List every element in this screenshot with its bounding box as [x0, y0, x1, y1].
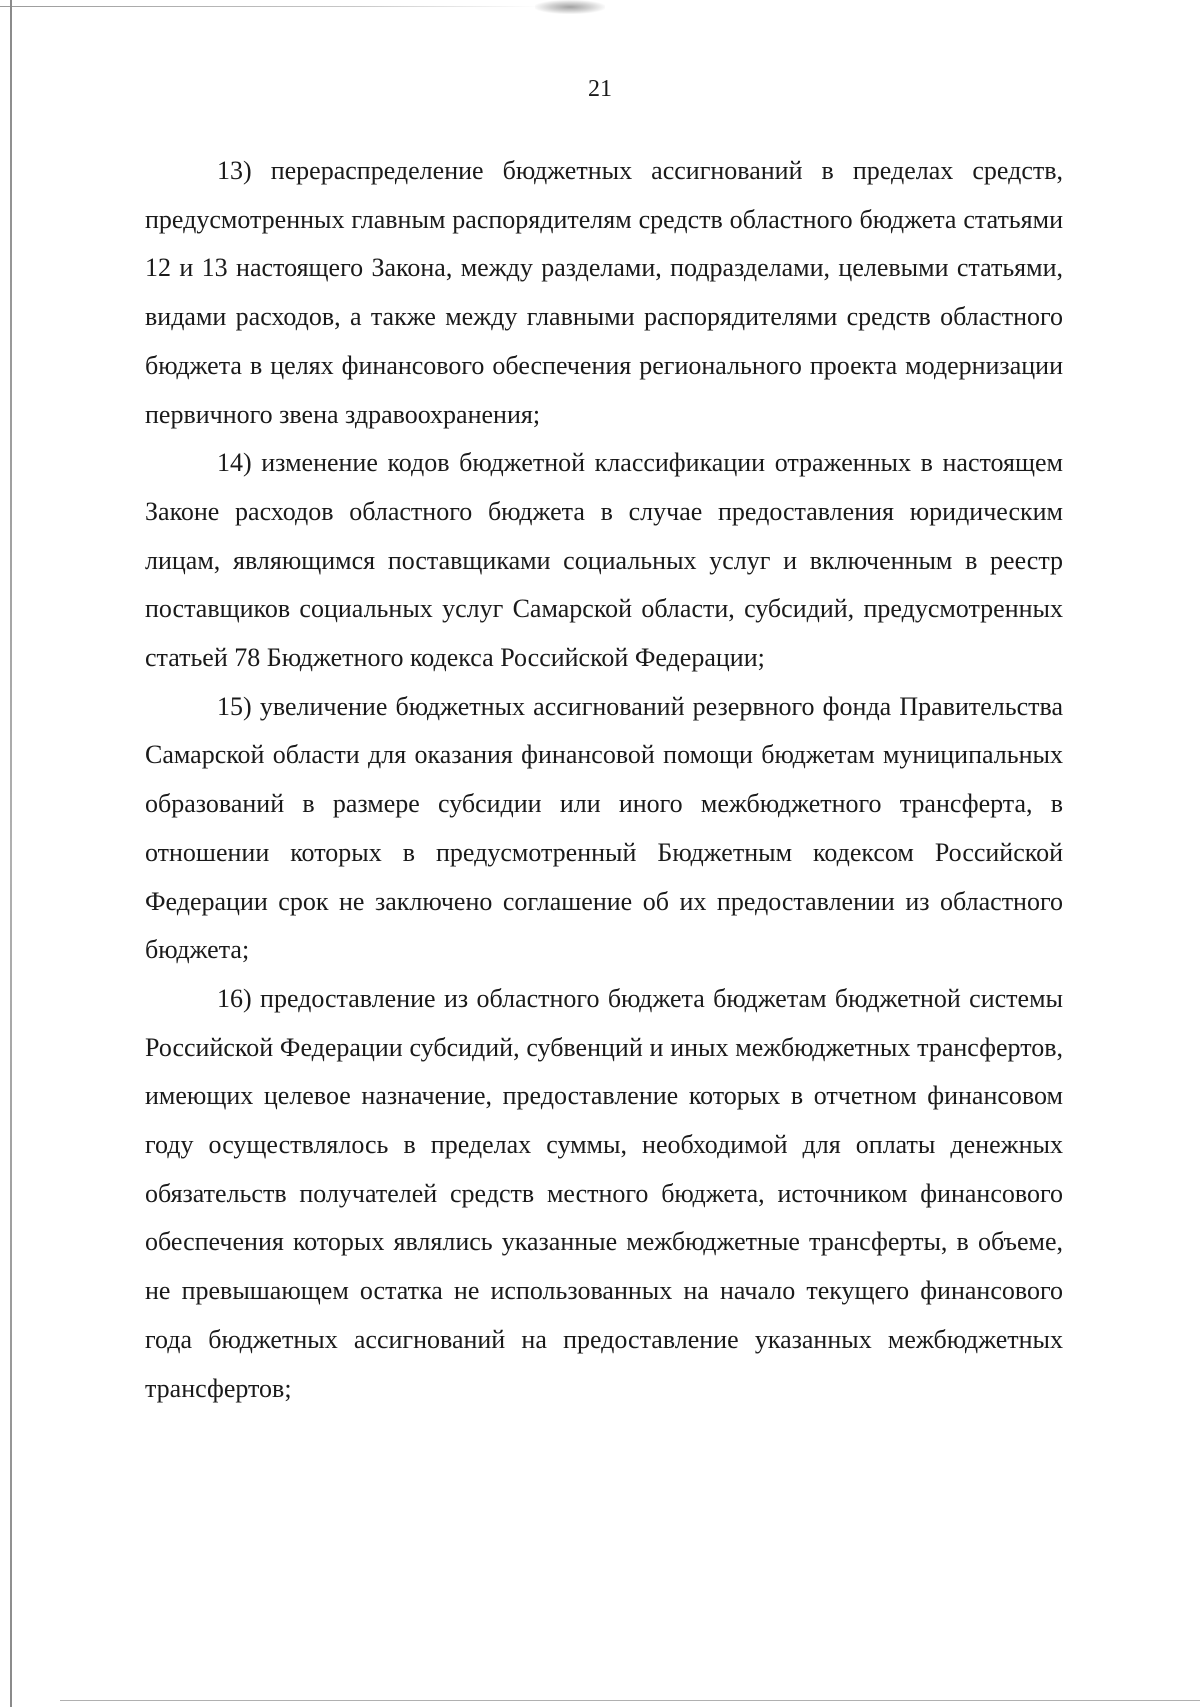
scan-artifact-left-edge — [10, 0, 12, 1707]
scan-artifact-bottom-line — [60, 1700, 1200, 1701]
paragraph-item-14: 14) изменение кодов бюджетной классификации отраженных в настоящем Законе расходов областного бюджета в случае предоставления юридическим лицам, являющимся поставщиками социальных услуг и включенным в реестр поставщиков социальных услуг Самарской области, субсидий, предусмотренных статьей 78 Бюджетного кодекса Российской Федерации; — [145, 448, 1063, 673]
paragraph-item-13: 13) перераспределение бюджетных ассигнований в пределах средств, предусмотренных главным распорядителям средств областного бюджета статьями 12 и 13 настоящего Закона, между разделами, подразделами, целевыми статьями, видами расходов, а также между главными распорядителями средств областного бюджета в целях финансового обеспечения регионального проекта модернизации первичного звена здравоохранения; — [145, 156, 1063, 429]
paragraph-item-16: 16) предоставление из областного бюджета бюджетам бюджетной системы Российской Федерации субсидий, субвенций и иных межбюджетных трансфертов, имеющих целевое назначение, предоставление которых в отчетном финансовом году осуществлялось в пределах суммы, необходимой для оплаты денежных обязательств получателей средств местного бюджета, источником финансового обеспечения которых являлись указанные межбюджетные трансферты, в объеме, не превышающем остатка не использованных на начало текущего финансового года бюджетных ассигнований на предоставление указанных межбюджетных трансфертов; — [145, 983, 1063, 1403]
scan-artifact-blot — [535, 0, 605, 14]
page-number: 21 — [588, 76, 612, 102]
paragraph-item-15: 15) увеличение бюджетных ассигнований резервного фонда Правительства Самарской области для оказания финансовой помощи бюджетам муниципальных образований в размере субсидии или иного межбюджетного трансферта, в отношении которых в предусмотренный Бюджетным кодексом Российской Федерации срок не заключено соглашение об их предоставлении из областного бюджета; — [145, 691, 1063, 965]
document-body — [145, 147, 1063, 1413]
